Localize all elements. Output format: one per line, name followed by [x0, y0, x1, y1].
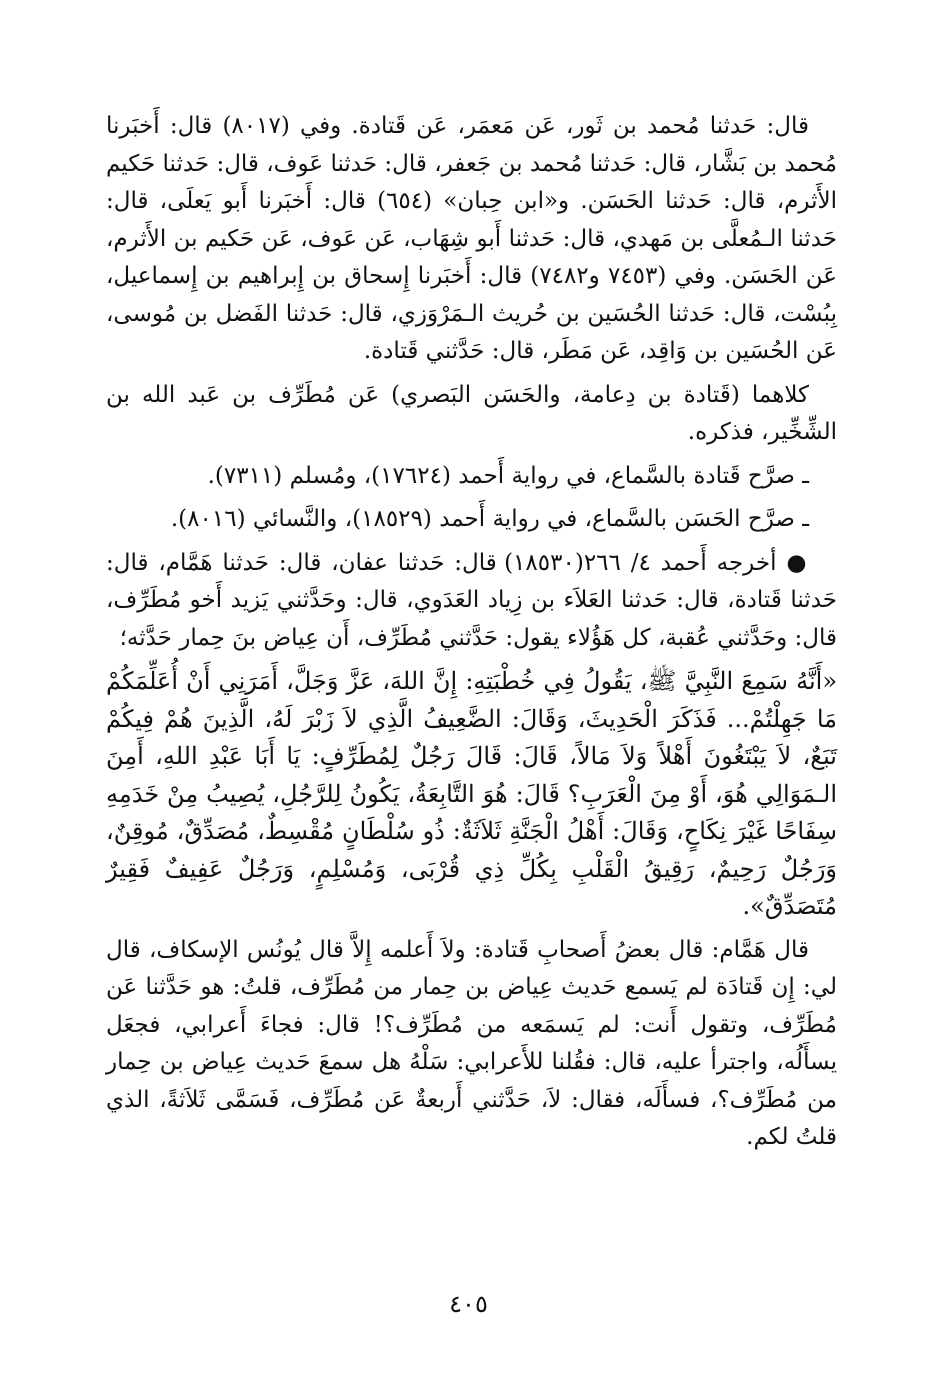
page-number: ٤٠٥: [449, 1290, 488, 1318]
hadith-text: «أَنَّهُ سَمِعَ النَّبِيَّ ﷺ، يَقُولُ فِي خُطْبَتِهِ: إِنَّ اللهَ، عَزَّ وَجَلَّ، أَمَرَنِي أَنْ أُعَلِّمَكُمْ مَا جَهِلْتُمْ... فَذَكَرَ الْحَدِيثَ، وَقَالَ: الضَّعِيفُ الَّذِي لاَ زَبْرَ لَهُ، الَّذِينَ هُمْ فِيكُمْ تَبَعٌ، لاَ يَبْتَغُونَ أَهْلاً وَلاَ مَالاً، قَالَ: قَالَ رَجُلٌ لِمُطَرِّفٍ: يَا أَبَا عَبْدِ اللهِ، أَمِنَ الـمَوَالِي هُوَ، أَوْ مِنَ الْعَرَبِ؟ قَالَ: هُوَ التَّابِعَةُ، يَكُونُ لِلرَّجُلِ، يُصِيبُ مِنْ خَدَمِهِ سِفَاحًا غَيْرَ نِكَاحٍ، وَقَالَ: أَهْلُ الْجَنَّةِ ثَلاَثَةٌ: ذُو سُلْطَانٍ مُقْسِطٌ، مُصَدِّقٌ، مُوقِنٌ، وَرَجُلٌ رَحِيمٌ، رَقِيقُ الْقَلْبِ بِكُلِّ ذِي قُرْبَى، وَمُسْلِمٍ، وَرَجُلٌ عَفِيفٌ فَقِيرٌ مُتَصَدِّقٌ».: [106, 667, 837, 920]
paragraph-both-from-mutarrif: كلاهما (قَتادة بن دِعامة، والحَسَن البَصري) عَن مُطَرِّف بن عَبد الله بن الشِّخِّير، فذكره.: [106, 381, 837, 445]
paragraph-ahmad-chain: ● أخرجه أَحمد ٤/ ٢٦٦(١٨٥٣٠) قال: حَدثنا عفان، قال: حَدثنا هَمَّام، قال: حَدثنا قَتادة، قال: حَدثنا العَلاَء بن زِياد العَدَوي، قال: وحَدَّثني يَزيد أَخو مُطَرِّف، قال: وحَدَّثني عُقبة، كل هَؤُلاء يقول: حَدَّثني مُطَرِّف، أَن عِياض بنَ حِمار حَدَّثه؛: [106, 549, 837, 651]
body-text: [106, 108, 837, 1157]
note-qatada-hearing: ـ صرَّح قَتادة بالسَّماع، في رواية أَحمد (١٧٦٢٤)، ومُسلم (٧٣١١).: [207, 462, 809, 489]
paragraph-sources: قال: حَدثنا مُحمد بن ثَور، عَن مَعمَر، عَن قَتادة. وفي (٨٠١٧) قال: أَخبَرنا مُحمد بن بَشَّار، قال: حَدثنا مُحمد بن جَعفر، قال: حَدثنا عَوف، قال: حَدثنا حَكيم الأَثرم، قال: حَدثنا الحَسَن. و«ابن حِبان» (٦٥٤) قال: أَخبَرنا أَبو يَعلَى، قال: حَدثنا الـمُعلَّى بن مَهدي، قال: حَدثنا أَبو شِهَاب، عَن عَوف، عَن حَكيم بن الأَثرم، عَن الحَسَن. وفي (٧٤٥٣ و٧٤٨٢) قال: أَخبَرنا إِسحاق بن إِبراهيم بن إِسماعيل، بِبُسْت، قال: حَدثنا الحُسَين بن حُريث الـمَرْوَزي، قال: حَدثنا الفَضل بن مُوسى، عَن الحُسَين بن وَاقِد، عَن مَطَر، قال: حَدَّثني قَتادة.: [106, 113, 837, 364]
note-hasan-hearing: ـ صرَّح الحَسَن بالسَّماع، في رواية أَحمد (١٨٥٢٩)، والنَّسائي (٨٠١٦).: [170, 506, 809, 532]
paragraph-hammam-comment: قال هَمَّام: قال بعضُ أَصحابِ قَتادة: ولاَ أَعلمه إِلاَّ قال يُونُس الإسكاف، قال لي: إِن قَتادَة لم يَسمع حَديث عِياض بن حِمار من مُطَرِّف، قلتُ: هو حَدَّثنا عَن مُطَرِّف، وتقول أَنت: لم يَسمَعه من مُطَرِّف؟! قال: فجاءَ أَعرابي، فجعَل يسأَلُه، واجترأ عليه، قال: فقُلنا للأَعرابي: سَلْهُ هل سمعَ حَديث عِياض بن حِمار من مُطَرِّف؟، فسأَلَه، فقال: لاَ، حَدَّثني أَربعةٌ عَن مُطَرِّف، فَسَمَّى ثَلاَثةً، الذي قلتُ لكم.: [106, 936, 837, 1150]
